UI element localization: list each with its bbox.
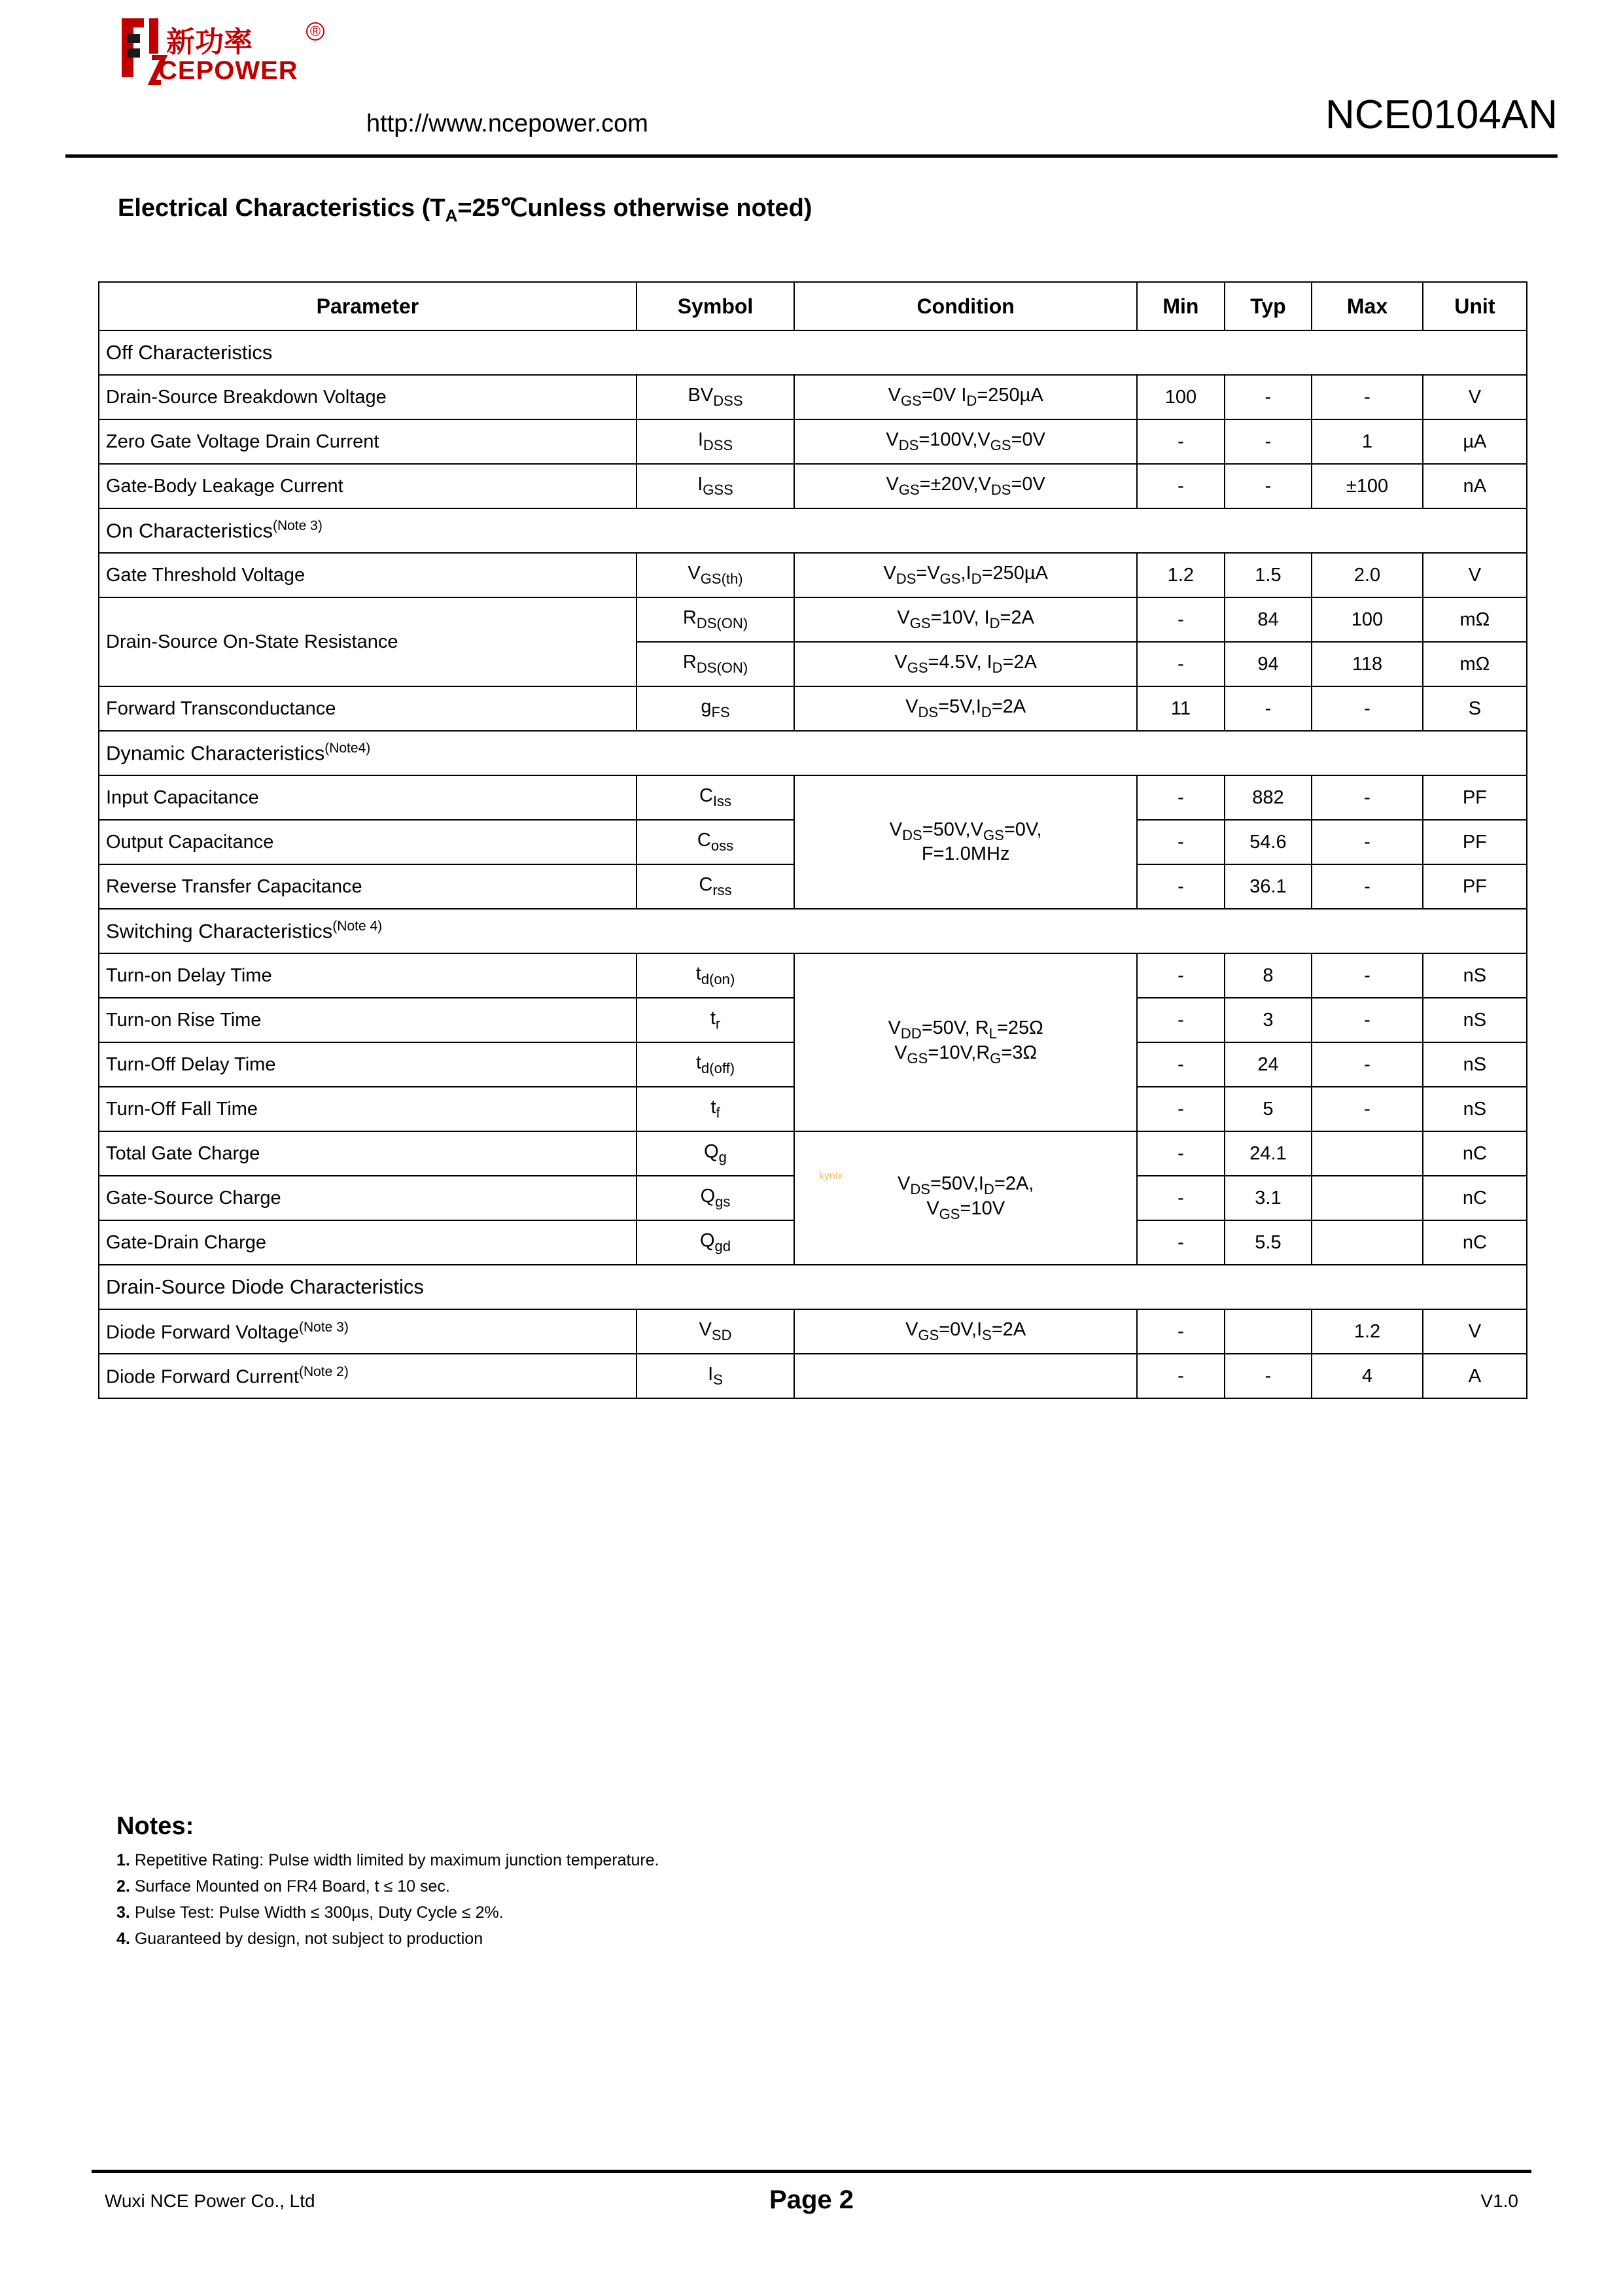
column-header-unit: Unit	[1423, 282, 1527, 330]
row-max: ±100	[1312, 464, 1423, 508]
row-symbol: $t_r$	[637, 998, 794, 1042]
row-unit: nS	[1423, 953, 1527, 998]
row-symbol: $Q_{gs}$	[637, 1176, 794, 1220]
row-parameter-note: (Note 2)	[298, 1364, 349, 1379]
table-row	[99, 1354, 1527, 1398]
row-unit: nC	[1423, 1131, 1527, 1176]
row-unit: V	[1423, 375, 1527, 419]
row-parameter: Gate Threshold Voltage	[99, 553, 637, 597]
row-min: -	[1137, 1176, 1225, 1220]
row-max: 2.0	[1312, 553, 1423, 597]
row-symbol: $g_{FS}$	[637, 686, 794, 731]
row-parameter: Forward Transconductance	[99, 686, 637, 731]
note-text: Surface Mounted on FR4 Board, t ≤ 10 sec.	[134, 1877, 450, 1896]
row-max	[1312, 1176, 1423, 1220]
electrical-characteristics-table	[98, 281, 1527, 1399]
row-unit: mΩ	[1423, 597, 1527, 642]
row-min: -	[1137, 642, 1225, 686]
row-max: -	[1312, 1087, 1423, 1131]
row-parameter: Drain-Source Breakdown Voltage	[99, 375, 637, 419]
row-typ: -	[1225, 419, 1312, 464]
footer-page-number: Page 2	[769, 2185, 854, 2214]
group-note: (Note4)	[324, 741, 371, 756]
row-condition: $V_{DS}=100V,V_{GS}=0V$	[794, 419, 1137, 464]
row-symbol: $Q_{gd}$	[637, 1220, 794, 1265]
row-min: -	[1137, 775, 1225, 820]
row-symbol: $t_f$	[637, 1087, 794, 1131]
group-title: Drain-Source Diode Characteristics	[106, 1275, 424, 1298]
row-parameter: Gate-Source Charge	[99, 1176, 637, 1220]
row-typ: 1.5	[1225, 553, 1312, 597]
row-unit: nC	[1423, 1176, 1527, 1220]
row-typ: 3.1	[1225, 1176, 1312, 1220]
row-min: -	[1137, 998, 1225, 1042]
row-symbol: $I_{GSS}$	[637, 464, 794, 508]
row-typ: 882	[1225, 775, 1312, 820]
row-typ: 94	[1225, 642, 1312, 686]
row-parameter: Output Capacitance	[99, 820, 637, 864]
table-row	[99, 419, 1527, 464]
row-symbol: $R_{DS(ON)}$	[637, 597, 794, 642]
row-min: -	[1137, 1354, 1225, 1398]
row-symbol: $BV_{DSS}$	[637, 375, 794, 419]
row-parameter: Turn-on Delay Time	[99, 953, 637, 998]
row-max: 100	[1312, 597, 1423, 642]
row-unit: V	[1423, 553, 1527, 597]
row-typ: 84	[1225, 597, 1312, 642]
table-row	[99, 1131, 1527, 1176]
row-unit: PF	[1423, 820, 1527, 864]
page-footer	[98, 2185, 1525, 2225]
row-condition: $V_{DS}=5V,I_D=2A$	[794, 686, 1137, 731]
row-parameter: Turn-Off Fall Time	[99, 1087, 637, 1131]
notes-title: Notes:	[116, 1812, 194, 1840]
row-typ	[1225, 1309, 1312, 1354]
row-parameter: Gate-Body Leakage Current	[99, 464, 637, 508]
group-label-dynamic	[99, 731, 1527, 775]
row-min: -	[1137, 1220, 1225, 1265]
header-divider	[65, 154, 1558, 158]
row-unit: µA	[1423, 419, 1527, 464]
row-unit: V	[1423, 1309, 1527, 1354]
column-header-min: Min	[1137, 282, 1225, 330]
column-header-typ: Typ	[1225, 282, 1312, 330]
logo-chinese-text: 新功率	[166, 26, 253, 59]
group-title: On Characteristics	[106, 519, 273, 542]
page-title-main: Electrical Characteristics (T	[118, 194, 445, 222]
row-typ: 24	[1225, 1042, 1312, 1087]
row-condition: $V_{GS}=\pm 20V,V_{DS}=0V$	[794, 464, 1137, 508]
row-min: -	[1137, 1087, 1225, 1131]
row-min: -	[1137, 1309, 1225, 1354]
row-unit: nC	[1423, 1220, 1527, 1265]
group-label-switching	[99, 909, 1527, 953]
group-note: (Note 3)	[272, 518, 323, 534]
row-min: -	[1137, 419, 1225, 464]
footer-version: V1.0	[1480, 2191, 1518, 2211]
group-row-diode-characteristics	[99, 1265, 1527, 1309]
condition-text: $V_{DS}=50V,I_D=2A$, $V_{GS}=10V$	[898, 1173, 1034, 1222]
row-unit: nS	[1423, 1042, 1527, 1087]
row-min: -	[1137, 1131, 1225, 1176]
row-typ: 5	[1225, 1087, 1312, 1131]
table-row	[99, 953, 1527, 998]
group-row-dynamic-characteristics	[99, 731, 1527, 775]
row-max: 1	[1312, 419, 1423, 464]
row-condition: $V_{DS}=V_{GS},I_D=250\mu A$	[794, 553, 1137, 597]
row-max: 4	[1312, 1354, 1423, 1398]
row-unit: nA	[1423, 464, 1527, 508]
row-symbol: $V_{GS(th)}$	[637, 553, 794, 597]
row-unit: PF	[1423, 775, 1527, 820]
row-max: -	[1312, 820, 1423, 864]
row-unit: nS	[1423, 1087, 1527, 1131]
row-unit: PF	[1423, 864, 1527, 909]
group-title: Off Characteristics	[106, 341, 273, 364]
group-row-switching-characteristics	[99, 909, 1527, 953]
row-parameter-note: (Note 3)	[299, 1319, 349, 1335]
note-item	[116, 1873, 1294, 1899]
row-parameter: Gate-Drain Charge	[99, 1220, 637, 1265]
row-symbol: $Q_g$	[637, 1131, 794, 1176]
footer-divider	[92, 2170, 1531, 2173]
row-min: 1.2	[1137, 553, 1225, 597]
page-title-rest: =25℃unless otherwise noted)	[457, 194, 812, 222]
row-typ: -	[1225, 686, 1312, 731]
row-max: -	[1312, 375, 1423, 419]
notes-section	[116, 1812, 1294, 1952]
row-parameter: Reverse Transfer Capacitance	[99, 864, 637, 909]
row-typ: -	[1225, 375, 1312, 419]
table-row	[99, 553, 1527, 597]
row-min: 100	[1137, 375, 1225, 419]
company-logo	[118, 9, 327, 101]
row-min: -	[1137, 464, 1225, 508]
note-item	[116, 1926, 1294, 1952]
note-text: Repetitive Rating: Pulse width limited by maximum junction temperature.	[134, 1851, 659, 1869]
row-condition-merged: $V_{DS}=50V,V_{GS}=0V$, F=1.0MHz	[794, 775, 1137, 909]
row-unit: S	[1423, 686, 1527, 731]
table-row	[99, 464, 1527, 508]
note-item	[116, 1899, 1294, 1926]
note-text: Pulse Test: Pulse Width ≤ 300µs, Duty Cycle ≤ 2%.	[134, 1903, 504, 1922]
row-max: 1.2	[1312, 1309, 1423, 1354]
group-title: Switching Characteristics	[106, 919, 333, 943]
watermark-text: kynix	[819, 1171, 843, 1182]
row-typ: 36.1	[1225, 864, 1312, 909]
group-title: Dynamic Characteristics	[106, 741, 325, 765]
row-typ: 8	[1225, 953, 1312, 998]
group-label-on	[99, 508, 1527, 553]
note-text: Guaranteed by design, not subject to production	[134, 1930, 483, 1948]
part-number: NCE0104AN	[1325, 92, 1558, 137]
row-parameter: Zero Gate Voltage Drain Current	[99, 419, 637, 464]
row-condition: $V_{GS}=0V$ $I_D=250\mu A$	[794, 375, 1137, 419]
row-typ: 54.6	[1225, 820, 1312, 864]
table-row	[99, 597, 1527, 642]
row-symbol: $I_{DSS}$	[637, 419, 794, 464]
row-unit: A	[1423, 1354, 1527, 1398]
row-symbol: $t_{d(off)}$	[637, 1042, 794, 1087]
row-unit: nS	[1423, 998, 1527, 1042]
page-header	[65, 0, 1558, 141]
table-header-row	[99, 282, 1527, 330]
row-max: -	[1312, 998, 1423, 1042]
row-min: -	[1137, 820, 1225, 864]
row-min: -	[1137, 1042, 1225, 1087]
row-condition: $V_{GS}=4.5V$, $I_D=2A$	[794, 642, 1137, 686]
row-min: -	[1137, 953, 1225, 998]
row-symbol: $C_{oss}$	[637, 820, 794, 864]
row-unit: mΩ	[1423, 642, 1527, 686]
row-symbol: $C_{rss}$	[637, 864, 794, 909]
note-number: 2.	[116, 1877, 130, 1896]
row-parameter	[99, 1354, 637, 1398]
registered-trademark-icon: ®	[306, 22, 324, 41]
group-note: (Note 4)	[332, 919, 383, 934]
row-typ: -	[1225, 1354, 1312, 1398]
note-number: 3.	[116, 1903, 130, 1922]
row-max: -	[1312, 953, 1423, 998]
row-parameter: Turn-on Rise Time	[99, 998, 637, 1042]
row-max: -	[1312, 775, 1423, 820]
note-number: 1.	[116, 1851, 130, 1869]
row-max: -	[1312, 1042, 1423, 1087]
table-row	[99, 1309, 1527, 1354]
row-parameter	[99, 1309, 637, 1354]
group-label-off	[99, 330, 1527, 375]
row-symbol: $R_{DS(ON)}$	[637, 642, 794, 686]
row-condition	[794, 1354, 1137, 1398]
row-parameter: Turn-Off Delay Time	[99, 1042, 637, 1087]
column-header-condition: Condition	[794, 282, 1137, 330]
row-max: 118	[1312, 642, 1423, 686]
row-typ: 3	[1225, 998, 1312, 1042]
column-header-symbol: Symbol	[637, 282, 794, 330]
company-website-url[interactable]: http://www.ncepower.com	[366, 110, 648, 137]
column-header-max: Max	[1312, 282, 1423, 330]
row-parameter-text: Diode Forward Voltage	[106, 1322, 299, 1343]
row-min: -	[1137, 864, 1225, 909]
row-max	[1312, 1131, 1423, 1176]
row-parameter: Input Capacitance	[99, 775, 637, 820]
row-min: 11	[1137, 686, 1225, 731]
row-typ: 24.1	[1225, 1131, 1312, 1176]
table-row	[99, 775, 1527, 820]
row-symbol: $V_{SD}$	[637, 1309, 794, 1354]
group-row-on-characteristics	[99, 508, 1527, 553]
column-header-parameter: Parameter	[99, 282, 637, 330]
table-row	[99, 686, 1527, 731]
table-row	[99, 375, 1527, 419]
row-max	[1312, 1220, 1423, 1265]
row-max: -	[1312, 686, 1423, 731]
row-symbol: $t_{d(on)}$	[637, 953, 794, 998]
row-typ: 5.5	[1225, 1220, 1312, 1265]
group-row-off-characteristics	[99, 330, 1527, 375]
row-typ: -	[1225, 464, 1312, 508]
row-min: -	[1137, 597, 1225, 642]
row-condition: $V_{GS}=0V,I_S=2A$	[794, 1309, 1137, 1354]
footer-company: Wuxi NCE Power Co., Ltd	[105, 2191, 315, 2211]
row-max: -	[1312, 864, 1423, 909]
row-condition-merged	[794, 1131, 1137, 1265]
row-condition: $V_{GS}=10V$, $I_D=2A$	[794, 597, 1137, 642]
row-parameter-text: Diode Forward Current	[106, 1366, 299, 1388]
note-item	[116, 1847, 1294, 1873]
logo-english-text: CEPOWER	[158, 56, 298, 85]
page-title	[118, 193, 812, 226]
note-number: 4.	[116, 1930, 130, 1948]
page-title-subscript: A	[445, 205, 458, 226]
row-parameter: Total Gate Charge	[99, 1131, 637, 1176]
row-parameter: Drain-Source On-State Resistance	[99, 597, 637, 686]
row-symbol: $I_S$	[637, 1354, 794, 1398]
row-condition-merged: $V_{DD}=50V$, $R_L=25\Omega$ $V_{GS}=10V,R_G=3\Omega$	[794, 953, 1137, 1131]
group-label-diode	[99, 1265, 1527, 1309]
row-symbol: $C_{Iss}$	[637, 775, 794, 820]
